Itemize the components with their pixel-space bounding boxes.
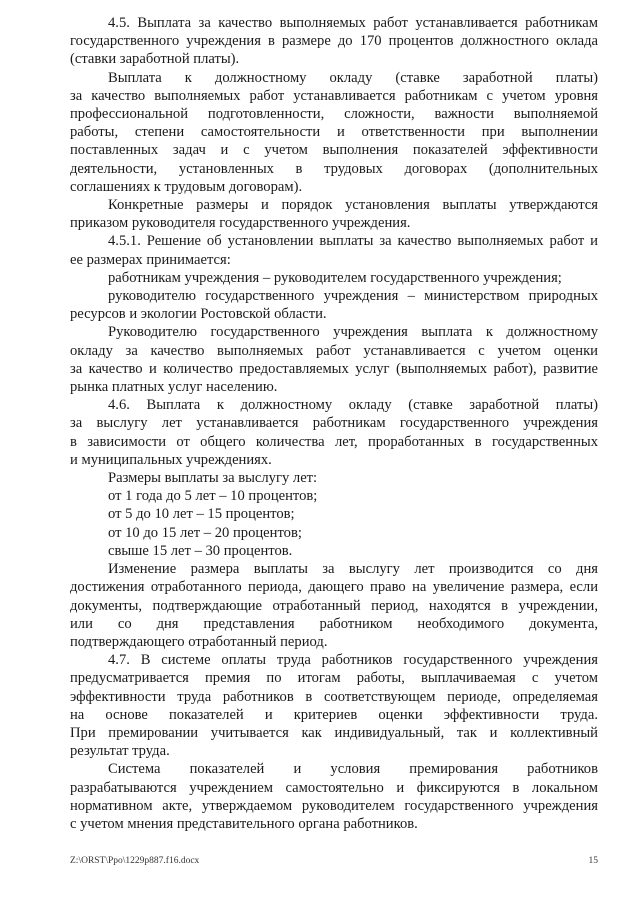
paragraph-change-line-1: Изменение размера выплаты за выслугу лет производится со дня <box>108 561 598 578</box>
paragraph-payment-line-7: соглашениях к трудовым договорам). <box>70 178 303 195</box>
paragraph-system-line-1: Система показателей и условия премирования работников <box>108 761 598 778</box>
document-body <box>70 14 598 833</box>
paragraph-head-payment-line-3: за качество и количество предоставляемых услуг (выполняемых работ), развитие <box>70 360 598 377</box>
paragraph-head-payment-line-2: окладу за качество выполняемых работ устанавливается с учетом оценки <box>70 342 598 359</box>
paragraph-system-line-2: разрабатываются учреждением самостоятельно и фиксируются в локальном <box>70 779 598 796</box>
paragraph-4-7-line-4: на основе показателей и критериев оценки эффективности труда. <box>70 706 598 723</box>
list-item: от 1 года до 5 лет – 10 процентов; <box>108 488 318 505</box>
paragraph-payment-line-4: работы, степени самостоятельности и ответственности при выполнении <box>70 124 598 141</box>
paragraph-sizes-line-2: приказом руководителя государственного учреждения. <box>70 215 411 232</box>
paragraph-system-line-3: нормативном акте, утверждаемом руководителем государственного учреждения <box>70 797 598 814</box>
paragraph-4-5-1-line-1: 4.5.1. Решение об установлении выплаты за качество выполняемых работ и <box>108 233 598 250</box>
paragraph-payment-line-5: поставленных задач и с учетом выполнения показателей эффективности <box>70 142 598 159</box>
paragraph-employees: работникам учреждения – руководителем государственного учреждения; <box>108 269 562 286</box>
paragraph-payment-line-6: деятельности, установленных в трудовых договорах (дополнительных <box>70 160 598 177</box>
list-item: свыше 15 лет – 30 процентов. <box>108 542 293 559</box>
list-heading: Размеры выплаты за выслугу лет: <box>108 470 318 487</box>
paragraph-change-line-5: подтверждающего отработанный период. <box>70 633 328 650</box>
paragraph-head-line-2: ресурсов и экологии Ростовской области. <box>70 306 327 323</box>
page-number: 15 <box>588 856 598 866</box>
paragraph-sizes-line-1: Конкретные размеры и порядок установления выплаты утверждаются <box>108 197 598 214</box>
paragraph-payment-line-2: за качество выполняемых работ устанавливается работникам с учетом уровня <box>70 87 598 104</box>
paragraph-head-payment-line-4: рынка платных услуг населению. <box>70 379 278 396</box>
paragraph-4-6-line-2: за выслугу лет устанавливается работникам государственного учреждения <box>70 415 598 432</box>
paragraph-change-line-2: достижения отработанного периода, дающего право на увеличение размера, если <box>70 579 598 596</box>
paragraph-change-line-4: или со дня представления работником необходимого документа, <box>70 615 598 632</box>
paragraph-4-7-line-2: предусматривается премия по итогам работы, выплачиваемая с учетом <box>70 670 598 687</box>
list-item: от 5 до 10 лет – 15 процентов; <box>108 506 295 523</box>
paragraph-4-6-line-1: 4.6. Выплата к должностному окладу (ставке заработной платы) <box>108 397 598 414</box>
paragraph-change-line-3: документы, подтверждающие отработанный период, находятся в учреждении, <box>70 597 598 614</box>
paragraph-4-5-line-2: государственного учреждения в размере до 170 процентов должностного оклада <box>70 33 598 50</box>
paragraph-4-5-line-1: 4.5. Выплата за качество выполняемых работ устанавливается работникам <box>108 15 598 31</box>
paragraph-payment-line-1: Выплата к должностному окладу (ставке заработной платы) <box>108 69 598 86</box>
paragraph-system-line-4: с учетом мнения представительного органа работников. <box>70 815 418 832</box>
file-path: Z:\ORST\Ppo\1229p887.f16.docx <box>70 856 200 866</box>
list-item: от 10 до 15 лет – 20 процентов; <box>108 524 302 541</box>
paragraph-4-5-1-line-2: ее размерах принимается: <box>70 251 231 268</box>
paragraph-4-6-line-3: в зависимости от общего количества лет, проработанных в государственных <box>70 433 598 450</box>
paragraph-4-7-line-3: эффективности труда работников в соответствующем периоде, определяемая <box>70 688 598 705</box>
paragraph-4-7-line-5: При премировании учитывается как индивидуальный, так и коллективный <box>70 724 598 741</box>
paragraph-head-payment-line-1: Руководителю государственного учреждения выплата к должностному <box>108 324 598 341</box>
paragraph-4-7-line-6: результат труда. <box>70 743 170 760</box>
paragraph-4-5-line-3: (ставки заработной платы). <box>70 51 240 68</box>
paragraph-payment-line-3: профессиональной подготовленности, сложности, важности выполняемой <box>70 106 598 123</box>
paragraph-4-6-line-4: и муниципальных учреждениях. <box>70 451 272 468</box>
paragraph-4-7-line-1: 4.7. В системе оплаты труда работников государственного учреждения <box>108 652 598 669</box>
paragraph-head-line-1: руководителю государственного учреждения – министерством природных <box>108 288 598 305</box>
